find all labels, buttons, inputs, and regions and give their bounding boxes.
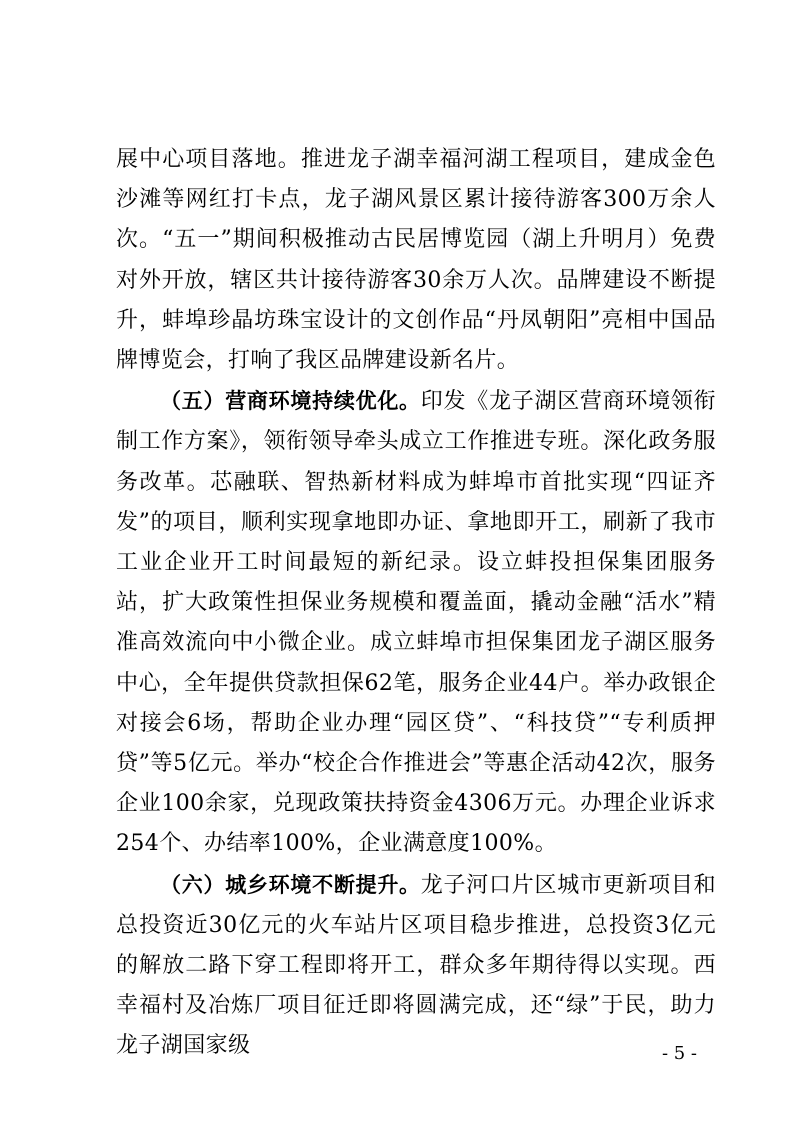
- page-number: - 5 -: [661, 1043, 697, 1064]
- paragraph-tourism: [116, 140, 716, 381]
- section-heading: （六）城乡环境不断提升。: [160, 872, 421, 897]
- paragraph-body: 龙子河口片区城市更新项目和总投资近30亿元的火车站片区项目稳步推进，总投资3亿元的解放二路下穿工程即将开工，群众多年期待得以实现。西幸福村及冶炼厂项目征迁即将圆满完成，还“绿”于民，助力龙子湖国家级: [116, 872, 716, 1059]
- paragraph-body: 展中心项目落地。推进龙子湖幸福河湖工程项目，建成金色沙滩等网红打卡点，龙子湖风景区累计接待游客300万余人次。“五一”期间积极推动古民居博览园（湖上升明月）免费对外开放，辖区共计接待游客30余万人次。品牌建设不断提升，蚌埠珍晶坊珠宝设计的文创作品“丹凤朝阳”亮相中国品牌博览会，打响了我区品牌建设新名片。: [116, 147, 716, 374]
- paragraph-urban-rural-environment: [116, 865, 716, 1067]
- document-page: [116, 140, 716, 1067]
- section-heading: （五）营商环境持续优化。: [160, 389, 421, 414]
- paragraph-business-environment: [116, 381, 716, 864]
- paragraph-body: 印发《龙子湖区营商环境领衔制工作方案》，领衔领导牵头成立工作推进专班。深化政务服务改革。芯融联、智热新材料成为蚌埠市首批实现“四证齐发”的项目，顺利实现拿地即办证、拿地即开工，刷新了我市工业企业开工时间最短的新纪录。设立蚌投担保集团服务站，扩大政策性担保业务规模和覆盖面，撬动金融“活水”精准高效流向中小微企业。成立蚌埠市担保集团龙子湖区服务中心，全年提供贷款担保62笔，服务企业44户。举办政银企对接会6场，帮助企业办理“园区贷”、“科技贷”“专利质押贷”等5亿元。举办“校企合作推进会”等惠企活动42次，服务企业100余家，兑现政策扶持资金4306万元。办理企业诉求254个、办结率100%，企业满意度100%。: [116, 389, 716, 857]
